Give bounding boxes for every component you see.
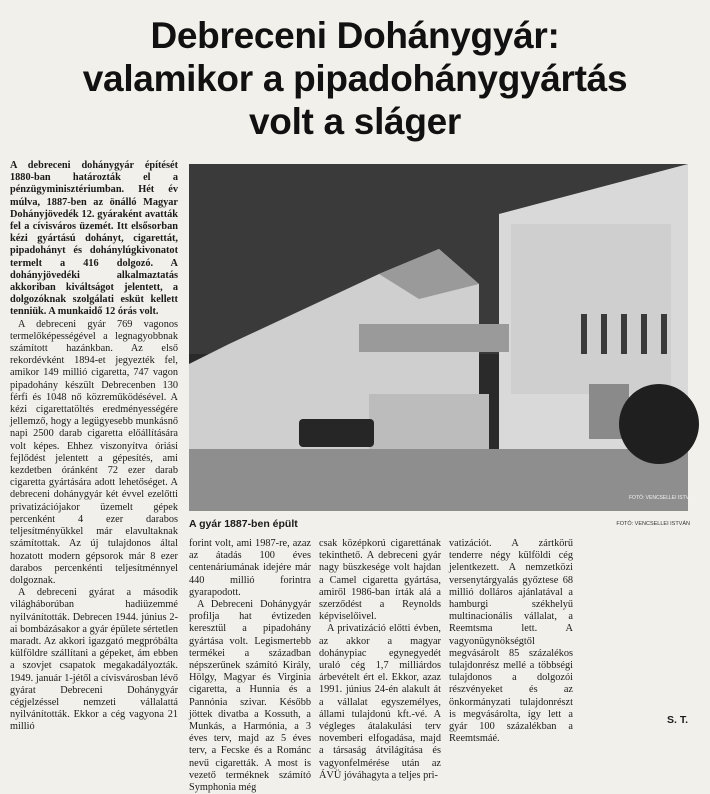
article-column-2 (189, 538, 311, 794)
paragraph: A debreceni gyárat a második világháborúban hadiüzemmé nyilvánították. Debrecen 1944. június 2-ai bombázásakor a gyár épülete sértetlen maradt. Az akkori igazgató megpróbálta külföldre szállítani a gépeket, ám ebben a szovjet csapatok megakadályozták. 1949. január 1-jétől a cívisvárosban lévő gyárat Debreceni Dohánygyár cégjelzéssel nemzeti vállalattá nyilvánították. Ekkor a cég vagyona 21 millió (10, 587, 178, 733)
paragraph: A Debreceni Dohánygyár profilja hat évtizeden keresztül a pipadohány gyártása volt. Legismertebb termékei a században népszerűnek számító Király, Hölgy, Magyar és Virginia cigaretta, a Hunnia és a Pannónia szivar. Később jöttek divatba a Kossuth, a Munkás, a Harmónia, a 3 éves terv, majd az 5 éves terv, a Fecske és a Románc nevű cigaretták. A most is vezető terméknek számító Symphonia még (189, 599, 311, 794)
photo-credit: FOTÓ: VENCSELLEI ISTVÁN (616, 521, 690, 527)
headline-line-2: valamikor a pipadohánygyártás (82, 58, 628, 99)
paragraph: csak középkorú cigarettának tekinthető. A debreceni gyár nagy büszkesége volt hajdan a Camel cigaretta gyártása, amiről 1986-ban írták alá a szerződést a Reynolds képviselőivel. (319, 538, 441, 623)
paragraph: vatizációt. A zártkörű tenderre négy külföldi cég jelentkezett. A nemzetközi versenytárgyalás győztese 68 millió dolláros ajánlatával a hamburgi székhelyű multinacionális vállalat, a Reemtsma lett. A vagyonügynökségtől megvásárolt 85 százalékos tulajdonrész mellé a többségi tulajdonos a dolgozói részvényeket és az önkormányzati tulajdonrészt is megvásárolta, így lett a gyár 100 százalékban a Reemtsmáé. (449, 538, 573, 745)
headline-line-1: Debreceni Dohánygyár: (150, 15, 560, 56)
photo-inset-credit: FOTÓ: VENCSELLEI ISTVÁN (629, 495, 696, 501)
factory-photo (189, 164, 696, 511)
paragraph: forint volt, ami 1987-re, azaz az átadás 100 éves centenáriumának idejére már 440 millió forintra gyarapodott. (189, 538, 311, 598)
article-column-1 (10, 160, 178, 734)
author-signature: S. T. (667, 714, 689, 726)
article-column-4 (449, 538, 573, 745)
article-column-3 (319, 538, 441, 782)
paragraph: A privatizáció előtti évben, az akkor a magyar dohánypiac egynegyedét uraló cég 1,7 milliárdos árbevételt ért el. Ekkor, azaz 1991. június 24-én alakult át a vállalat egyszemélyes, állami tulajdonú kft.-vé. A végleges átalakulási terv novemberi elfogadása, majd a társaság átvilágítása és vagyonfelmérése után az ÁVÜ jóváhagyta a teljes pri- (319, 623, 441, 781)
factory-photo-illustration (189, 164, 688, 511)
headline (0, 14, 710, 143)
headline-line-3: volt a sláger (248, 101, 462, 142)
lead-paragraph: A debreceni dohánygyár építését 1880-ban határozták el a pénzügyminisztériumban. Hét év múlva, 1887-ben az önálló Magyar Dohányjövedék 12. gyáraként avatták fel a cívisváros üzemét. Itt elsősorban kézi gyártású dohányt, cigarettát, pipadohányt és dohánylúgkivonatot termelt a 416 dolgozó. A dohányjövedéki alkalmaztatás akkoriban kiváltságot jelentett, a dolgozóknak szolgálati esküt kellett tenniük. A munkaidő 12 órás volt. (10, 160, 178, 318)
photo-caption: A gyár 1887-ben épült (189, 518, 298, 530)
paragraph: A debreceni gyár 769 vagonos termelőképességével a legnagyobbnak számított hazánkban. Az első rekordévként 1894-et jegyezték fel, amikor 149 millió cigaretta, 747 vagon pipadohány készült Debrecenben 130 férfi és 1048 nő közreműködésével. A kézi cigarettatöltés eredményességére jellemző, hogy a legügyesebb munkásnő napi 2500 darab cigaretta előállítására volt képes. Ehhez viszonyítva óriási fejlődést jelentett a gépesítés, ami kezdetben óránként 72 ezer darab cigaretta gyártására adott lehetőséget. A debreceni dohánygyár két évvel ezelőtti privatizációjakor üzemelt gépek percenként 4 ezer darabos teljesítményükkel már elavultaknak számítottak. Az új tulajdonos által hozatott modern gépsorok már 8 ezer darabos percenkénti teljesítménnyel dolgoznak. (10, 318, 178, 586)
